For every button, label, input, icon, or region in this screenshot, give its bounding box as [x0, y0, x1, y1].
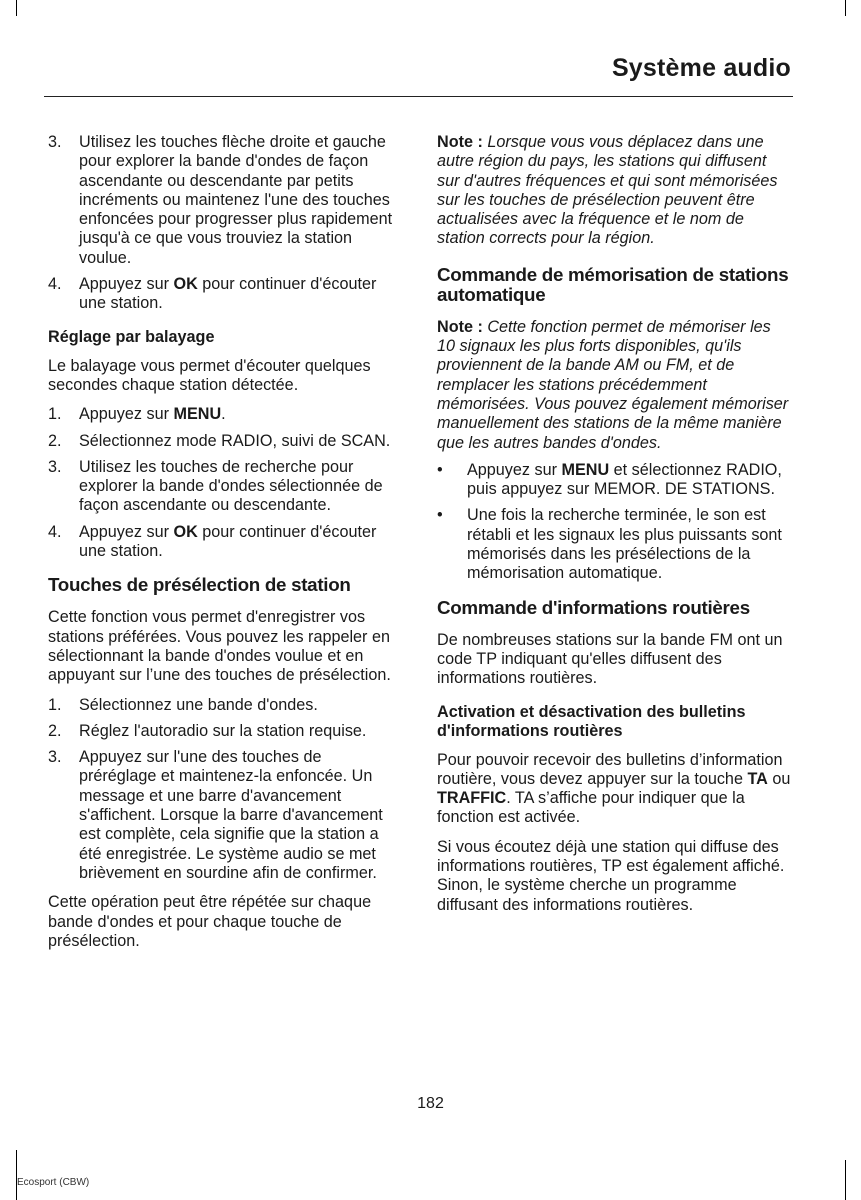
crop-mark-bottom-left — [16, 1150, 17, 1200]
crop-mark-top-right — [845, 0, 846, 16]
paragraph: Le balayage vous permet d'écouter quelques secondes chaque station détectée. — [48, 356, 371, 394]
key-ta: TA — [747, 769, 768, 788]
paragraph: Cette fonction vous permet d'enregistrer vos stations préférées. Vous pouvez les rappeler en sélectionnant la bande d'ondes voulue et en appuyant sur l’une des touches de présélection. — [48, 608, 391, 685]
list-item: 3. Appuyez sur l'une des touches de préréglage et maintenez-la enfoncée. Un message et une barre d'avancement s'affichent. Lorsque la barre d'avancement est complète, cela signifie que la station a été enregistrée. Le système audio se met brièvement en sourdine afin de confirmer. — [48, 748, 383, 882]
key-menu: MENU — [173, 405, 222, 424]
list-item: 2. Réglez l'autoradio sur la station requise. — [48, 721, 367, 740]
note-block: Note : Cette fonction permet de mémoriser les 10 signaux les plus forts disponibles, qu'ils proviennent de la bande AM ou FM, et de remplacer les stations précédemment mémorisées. Vous pouvez également mémoriser manuellement des stations de la même manière que les autres bandes d'ondes. — [437, 317, 789, 452]
page-number: 182 — [417, 1095, 444, 1112]
left-column — [48, 133, 402, 961]
footer-model: Ecosport (CBW) — [17, 1177, 90, 1188]
list-item: 4. Appuyez sur OK pour continuer d'écouter une station. — [48, 275, 377, 313]
section-heading-presets: Touches de présélection de station — [48, 574, 351, 596]
note-block: Note : Lorsque vous vous déplacez dans une autre région du pays, les stations qui diffusent sur d'autres fréquences et qui sont mémorisées sur les touches de présélection peuvent être actualisées avec la fréquence et le nom de station corrects pour la région. — [437, 133, 778, 248]
paragraph: Si vous écoutez déjà une station qui diffuse des informations routières, TP est également affiché. Sinon, le système cherche un programme diffusant des informations routières. — [437, 837, 785, 914]
note-label: Note : — [437, 317, 483, 336]
bullet-item: • Appuyez sur MENU et sélectionnez RADIO, puis appuyez sur MEMOR. DE STATIONS. — [437, 460, 782, 499]
right-column — [437, 133, 791, 925]
crop-mark-top-left — [16, 0, 17, 16]
list-item: 4. Appuyez sur OK pour continuer d'écouter une station. — [48, 522, 377, 561]
section-heading-autostore: Commande de mémorisation de stations automatique — [437, 263, 789, 305]
page-title: Système audio — [611, 54, 791, 82]
key-menu: MENU — [561, 460, 610, 479]
note-label: Note : — [437, 133, 483, 151]
section-heading-traffic: Commande d'informations routières — [437, 596, 750, 618]
section-heading-scan: Réglage par balayage — [48, 327, 215, 346]
paragraph: De nombreuses stations sur la bande FM ont un code TP indiquant qu'elles diffusent des informations routières. — [437, 630, 783, 688]
key-ok: OK — [173, 522, 198, 541]
key-ok: OK — [173, 275, 198, 294]
list-item: 3. Utilisez les touches de recherche pour explorer la bande d'ondes sélectionnée de façon ascendante ou descendante. — [48, 457, 383, 515]
header-divider — [44, 96, 793, 97]
section-heading-activation: Activation et désactivation des bulletins d'informations routières — [437, 702, 746, 740]
list-item: 1. Sélectionnez une bande d'ondes. — [48, 695, 318, 714]
list-item: 3. Utilisez les touches flèche droite et gauche pour explorer la bande d'ondes de façon ascendante ou descendante par petits incréments ou maintenez l'une des touches enfoncées pour progresser plus rapidement jusqu'à ce que vous trouviez la station voulue. — [48, 133, 393, 267]
paragraph: Cette opération peut être répétée sur chaque bande d'ondes et pour chaque touche de présélection. — [48, 893, 372, 950]
list-item: 2. Sélectionnez mode RADIO, suivi de SCAN. — [48, 431, 391, 450]
crop-mark-bottom-right — [845, 1160, 846, 1200]
list-item: 1. Appuyez sur MENU. — [48, 405, 226, 424]
bullet-item: • Une fois la recherche terminée, le son est rétabli et les signaux les plus puissants sont mémorisés dans les présélections de la mémorisation automatique. — [437, 506, 782, 583]
key-traffic: TRAFFIC — [437, 789, 507, 808]
paragraph: Pour pouvoir recevoir des bulletins d’information routière, vous devez appuyer sur la touche TA ou TRAFFIC. TA s’affiche pour indiquer que la fonction est activée. — [437, 750, 791, 827]
